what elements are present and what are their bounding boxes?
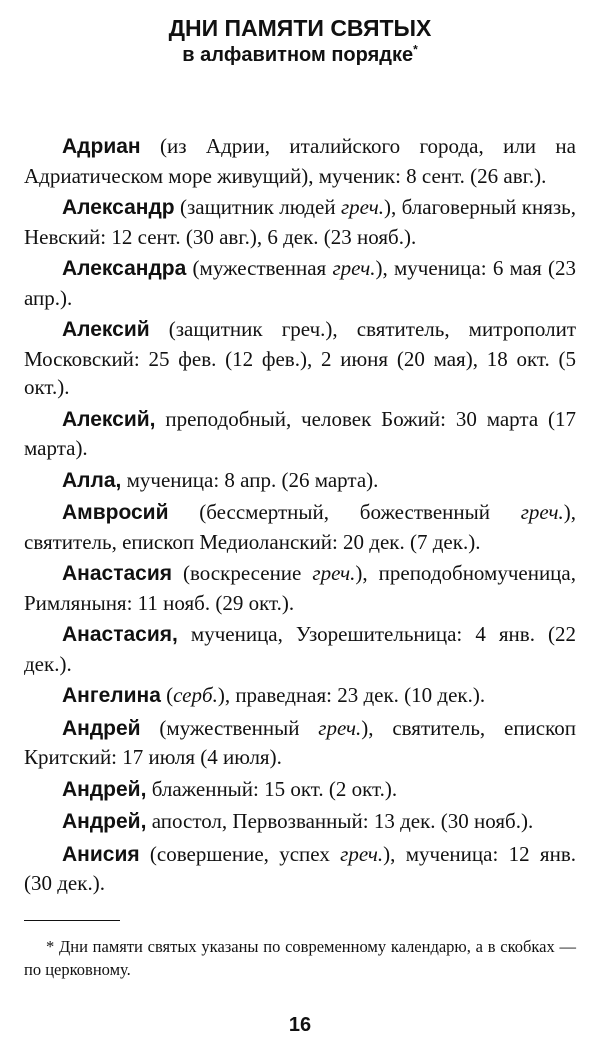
entry-text: мученица, Узорешительница: 4 янв. (22 дек.). <box>24 622 576 676</box>
entry-text: мученица: 8 апр. (26 марта). <box>121 467 379 492</box>
saint-entry <box>24 807 576 837</box>
saint-entry <box>24 775 576 805</box>
saint-name: Алексий, <box>62 407 156 431</box>
entry-text: ), праведная: 23 дек. (10 дек.). <box>217 683 486 707</box>
entry-text: (воскресение <box>172 561 313 585</box>
saint-entry <box>24 681 576 711</box>
footnote-divider <box>24 920 120 921</box>
saint-entry <box>24 254 576 312</box>
language-abbrev: греч. <box>332 256 376 280</box>
saint-entry <box>24 714 576 772</box>
saint-entry <box>24 559 576 617</box>
saint-entry <box>24 405 576 463</box>
saint-name: Анастасия <box>62 562 173 585</box>
language-abbrev: греч. <box>312 561 356 585</box>
page-number: 16 <box>288 1014 312 1036</box>
entry-text: ), святитель, епископ Критский: 17 июля (4 июля). <box>24 715 576 769</box>
saint-entry <box>24 193 576 251</box>
entry-text: (защитник греч.), святитель, митрополит Московский: 25 фев. (12 фев.), 2 июня (20 мая), 18 окт. (5 окт.). <box>24 317 576 399</box>
saint-entry <box>24 466 576 496</box>
footnote-mark: * <box>413 42 418 57</box>
footnote: * Дни памяти святых указаны по современному календарю, а в скобках — по церковному. <box>24 936 576 979</box>
entry-text: блаженный: 15 окт. (2 окт.). <box>146 776 398 801</box>
entry-text: (совершение, успех <box>139 841 341 866</box>
saint-entry <box>24 620 576 678</box>
saint-entry <box>24 132 576 190</box>
saint-entry <box>24 498 576 556</box>
entry-text: ( <box>160 683 174 707</box>
entry-text: ), благоверный князь, Невский: 12 сент. (30 авг.), 6 дек. (23 нояб.). <box>24 195 576 249</box>
entry-text: (мужественный <box>140 715 319 740</box>
saint-name: Адриан <box>62 135 141 158</box>
language-abbrev: серб. <box>173 683 218 707</box>
saint-name: Андрей <box>62 716 141 740</box>
saint-name: Алла, <box>62 468 122 492</box>
entry-text: ), святитель, епископ Медиоланский: 20 дек. (7 дек.). <box>24 500 576 554</box>
subtitle-text: в алфавитном порядке <box>182 44 414 66</box>
page-subtitle <box>24 42 576 68</box>
entry-text: (мужественная <box>186 256 333 280</box>
entry-text: ), мученица: 12 янв. (30 дек.). <box>24 841 576 895</box>
saints-list <box>24 132 576 898</box>
saint-name: Ангелина <box>62 684 161 707</box>
saint-name: Андрей, <box>62 777 147 801</box>
saint-name: Алексий <box>62 318 150 341</box>
book-page <box>24 14 576 1050</box>
language-abbrev: греч. <box>340 841 384 866</box>
saint-entry <box>24 315 576 402</box>
entry-text: апостол, Первозванный: 13 дек. (30 нояб.). <box>146 809 534 833</box>
saint-name: Анастасия, <box>62 623 178 646</box>
language-abbrev: греч. <box>520 500 564 524</box>
entry-text: ), преподобномученица, Римляныня: 11 нояб. (29 окт.). <box>24 561 576 615</box>
language-abbrev: греч. <box>340 195 384 219</box>
entry-text: преподобный, человек Божий: 30 марта (17 марта). <box>24 406 576 460</box>
saint-name: Амвросий <box>62 501 169 524</box>
language-abbrev: греч. <box>318 715 362 740</box>
page-title: ДНИ ПАМЯТИ СВЯТЫХ <box>168 15 432 41</box>
entry-text: (бессмертный, божественный <box>168 500 521 524</box>
saint-entry <box>24 840 576 898</box>
entry-text: (защитник людей <box>174 195 341 219</box>
saint-name: Анисия <box>62 842 140 866</box>
entry-text: (из Адрии, италийского города, или на Адриатическом море живущий), мученик: 8 сент. (26 авг.). <box>24 134 576 188</box>
saint-name: Андрей, <box>62 810 147 833</box>
saint-name: Александр <box>62 196 175 219</box>
entry-text: ), мученица: 6 мая (23 апр.). <box>24 256 576 310</box>
saint-name: Александра <box>62 257 187 280</box>
